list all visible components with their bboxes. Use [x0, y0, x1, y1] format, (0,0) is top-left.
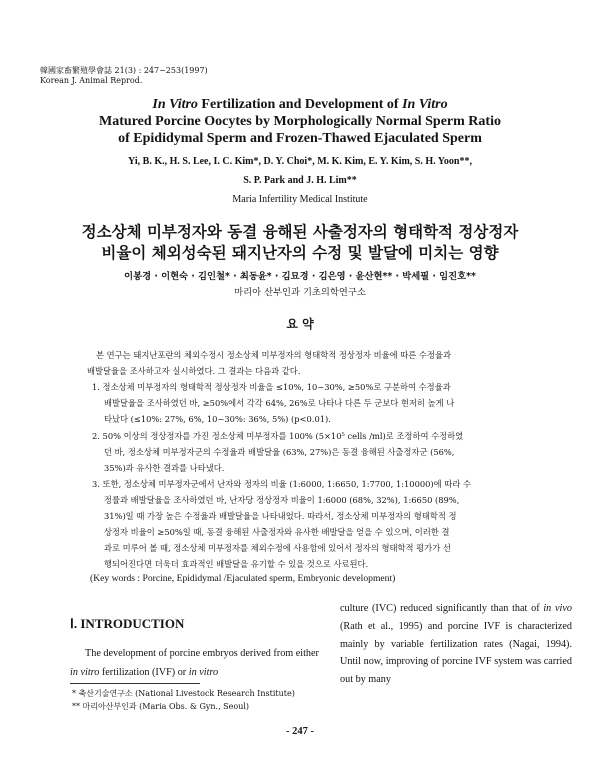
english-institute: Maria Infertility Medical Institute	[232, 194, 368, 205]
abstract-line: 3. 또한, 정소상체 미부정자군에서 난자와 정자의 비율 (1:6000, 1:6650, 1:7700, 1:10000)에 따라 수	[92, 479, 471, 489]
intro-right-text-1: culture (IVC) reduced significantly than that of	[340, 603, 544, 614]
abstract-line: 1. 정소상체 미부정자의 형태학적 정상정자 비율을 ≤10%, 10~30%, ≥50%로 구분하여 수정율과	[92, 382, 451, 392]
english-title-line-1	[40, 96, 560, 113]
title-line-1-mid: Fertilization and Development of	[197, 97, 403, 112]
abstract-heading: 요 약	[286, 317, 314, 331]
footnote-2: ** 마리아산부인과 (Maria Obs. & Gyn., Seoul)	[72, 702, 250, 711]
abstract-line: 행되어진다면 더욱더 효과적인 배발달을 유기할 수 있을 것으로 사료된다.	[104, 559, 369, 569]
abstract-line: 과로 미루어 볼 때, 정소상체 미부정자를 체외수정에 사용함에 있어서 정자의 형태학적 평가가 선	[104, 543, 451, 553]
abstract-line: 던 바, 정소상체 미부정자군의 수정율과 배발달율 (63%, 27%)은 동결 융해된 사출정자군 (56%,	[104, 447, 455, 457]
korean-authors: 이봉경 · 이현숙 · 김인철* · 최동윤* · 김묘경 · 김은영 · 윤산현** · 박세필 · 임진호**	[124, 271, 476, 282]
abstract-line: 타났다 (≤10%: 27%, 6%, 10~30%: 36%, 5%) (p<0.01).	[104, 414, 331, 424]
introduction-heading: Ⅰ. INTRODUCTION	[70, 616, 185, 631]
korean-title-line-1: 정소상체 미부정자와 동결 융해된 사출정자의 형태학적 정상정자	[81, 223, 519, 241]
abstract-line: 상정자 비율이 ≥50%일 때, 동결 융해된 사출정자와 유사한 배발달을 얻을 수 있으며, 이러한 결	[104, 527, 450, 537]
title-italic-in-vitro-1: In Vitro	[152, 97, 198, 112]
journal-english-line: Korean J. Animal Reprod.	[40, 76, 143, 85]
intro-left-paragraph	[70, 644, 322, 682]
english-authors-line-2: S. P. Park and J. H. Lim**	[243, 175, 357, 186]
abstract-line: 2. 50% 이상의 정상정자를 가진 정소상체 미부정자를 100% (5×10⁵ cells /ml)로 조정하여 수정하였	[92, 431, 464, 441]
intro-right-italic: in vivo	[543, 603, 572, 614]
journal-citation	[40, 66, 208, 86]
intro-right-text-2: (Rath et al., 1995) and porcine IVF is characterized mainly by variable fertilization rates (Nagai, 1994). Until now, improving of porcine IVF system was carried out by many	[340, 620, 572, 686]
english-authors-line-1: Yi, B. K., H. S. Lee, I. C. Kim*, D. Y. Choi*, M. K. Kim, E. Y. Kim, S. H. Yoon**,	[128, 156, 472, 167]
intro-left-text-1: The development of porcine embryos derived from either	[85, 648, 319, 659]
intro-left-column	[70, 644, 322, 682]
english-title	[40, 96, 560, 147]
title-italic-in-vitro-2: In Vitro	[402, 97, 448, 112]
abstract-line: 35%)과 유사한 결과를 나타냈다.	[104, 463, 225, 473]
abstract-line: 배발달율을 조사하였던 바, ≥50%에서 각각 64%, 26%로 나타나 다른 두 군보다 현저히 높게 나	[104, 398, 455, 408]
korean-title-line-2: 비율이 체외성숙된 돼지난자의 수정 및 발달에 미치는 영향	[101, 244, 499, 262]
intro-left-text-2: fertilization (IVF) or	[99, 667, 189, 678]
footnote-1: * 축산기술연구소 (National Livestock Research Institute)	[72, 689, 295, 698]
intro-left-italic-2: in vitro	[188, 667, 219, 678]
footnote-divider	[70, 683, 200, 684]
abstract-line: 배발달율을 조사하고자 실시하였다. 그 결과는 다음과 같다.	[87, 366, 301, 376]
intro-right-column	[340, 600, 572, 689]
intro-right-paragraph	[340, 600, 572, 689]
abstract-line: 본 연구는 돼지난포란의 체외수정시 정소상체 미부정자의 형태학적 정상정자 비율에 따른 수정율과	[96, 350, 451, 360]
keywords: (Key words : Porcine, Epididymal /Ejaculated sperm, Embryonic development)	[90, 573, 396, 584]
abstract-line: 정률과 배발달율을 조사하였던 바, 난자당 정상정자 비율이 1:6000 (68%, 32%), 1:6650 (89%,	[104, 495, 460, 505]
english-title-line-2: Matured Porcine Oocytes by Morphologically Normal Sperm Ratio	[99, 114, 501, 129]
page-number: - 247 -	[286, 726, 314, 737]
intro-left-italic-1: in vitro	[70, 667, 100, 678]
abstract-line: 31%)일 때 가장 높은 수정율과 배발달율을 나타내었다. 따라서, 정소상체 미부정자의 형태학적 정	[104, 511, 457, 521]
english-title-line-3: of Epididymal Sperm and Frozen-Thawed Ejaculated Sperm	[118, 131, 482, 146]
journal-name-line: 韓國家畜繁殖學會誌 21(3) : 247~253(1997)	[40, 66, 208, 75]
korean-institute: 마리아 산부인과 기초의학연구소	[234, 287, 366, 298]
